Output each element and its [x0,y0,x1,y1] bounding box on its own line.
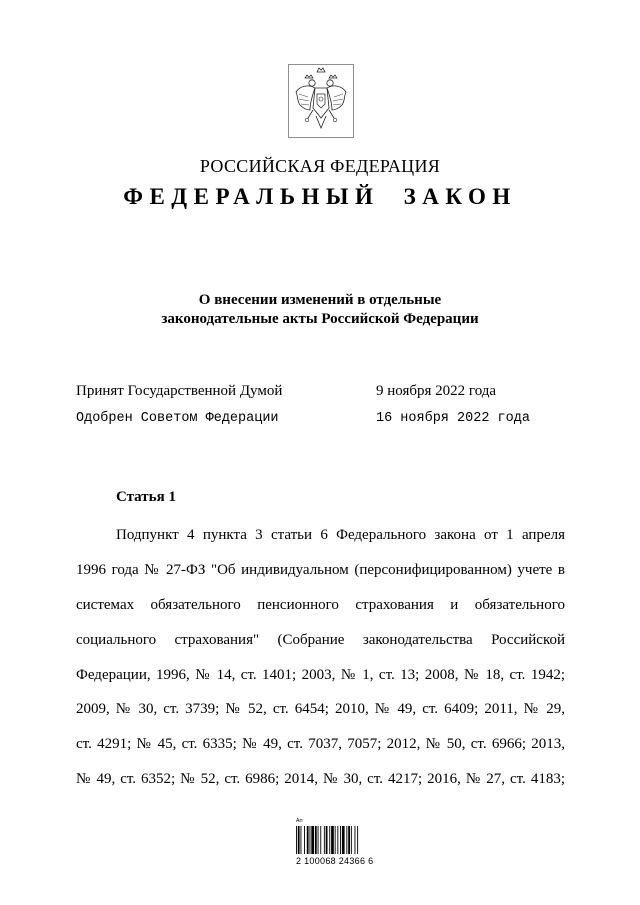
document-barcode [292,818,374,872]
barcode-bar [329,826,330,854]
barcode-bar [342,826,345,854]
article-line: Федерации, 1996, № 14, ст. 1401; 2003, № 1, ст. 13; 2008, № 18, ст. 1942; [76,666,565,683]
barcode-bar [331,826,334,854]
law-title [0,291,640,329]
barcode-bar [324,826,325,854]
barcode-bar [346,826,347,854]
article-line: 2009, № 30, ст. 3739; № 52, ст. 6454; 2010, № 49, ст. 6409; 2011, № 29, [76,701,565,718]
barcode-bar [355,826,356,854]
barcode-bar [307,826,309,854]
barcode-bar [296,826,297,854]
article-line: системах обязательного пенсионного страхования и обязательного [76,596,565,613]
barcode-bar [351,826,352,854]
article-line: ст. 4291; № 45, ст. 6335; № 49, ст. 7037, 7057; 2012, № 50, ст. 6966; 2013, [76,736,565,753]
barcode-bar [304,826,305,854]
barcode-bar [301,826,302,854]
article-line: № 49, ст. 6352; № 52, ст. 6986; 2014, № 30, ст. 4217; 2016, № 27, ст. 4183; [76,771,565,788]
duma-adoption-date: 9 ноября 2022 года [376,383,497,399]
duma-adoption-label: Принят Государственной Думой [76,383,283,399]
barcode-number: 2 100068 24366 6 [296,856,374,866]
barcode-bar [348,826,350,854]
barcode-icon [292,826,374,856]
coat-of-arms-emblem [288,64,354,138]
law-title-line: О внесении изменений в отдельные [198,292,442,308]
document-type: ФЕДЕРАЛЬНЫЙ ЗАКОН [123,184,517,209]
barcode-bar [326,826,328,854]
country-name: РОССИЙСКАЯ ФЕДЕРАЦИЯ [199,156,441,176]
barcode-bar [320,826,321,854]
barcode-bar [318,826,319,854]
article-heading: Статья 1 [116,489,176,505]
barcode-bar [310,826,311,854]
law-title-line: законодательные акты Российской Федерации [161,311,479,327]
barcode-bar [340,826,341,854]
article-line: Подпункт 4 пункта 3 статьи 6 Федерального закона от 1 апреля [116,527,565,543]
russian-coat-of-arms-icon [288,64,354,138]
council-approval-label: Одобрен Советом Федерации [76,411,279,426]
article-line: 1996 года № 27-ФЗ "Об индивидуальном (персонифицированном) учете в [76,561,565,578]
barcode-bar [335,826,336,854]
barcode-bar [298,826,300,854]
barcode-bar [311,826,314,854]
article-body [76,518,565,797]
barcode-bar [357,826,358,854]
barcode-bar [337,826,338,854]
council-approval-date: 16 ноября 2022 года [376,411,530,426]
article-line: социального страхования" (Собрание законодательства Российской [76,631,565,648]
barcode-bar [315,826,317,854]
barcode-top-mark: Ап [296,818,303,824]
